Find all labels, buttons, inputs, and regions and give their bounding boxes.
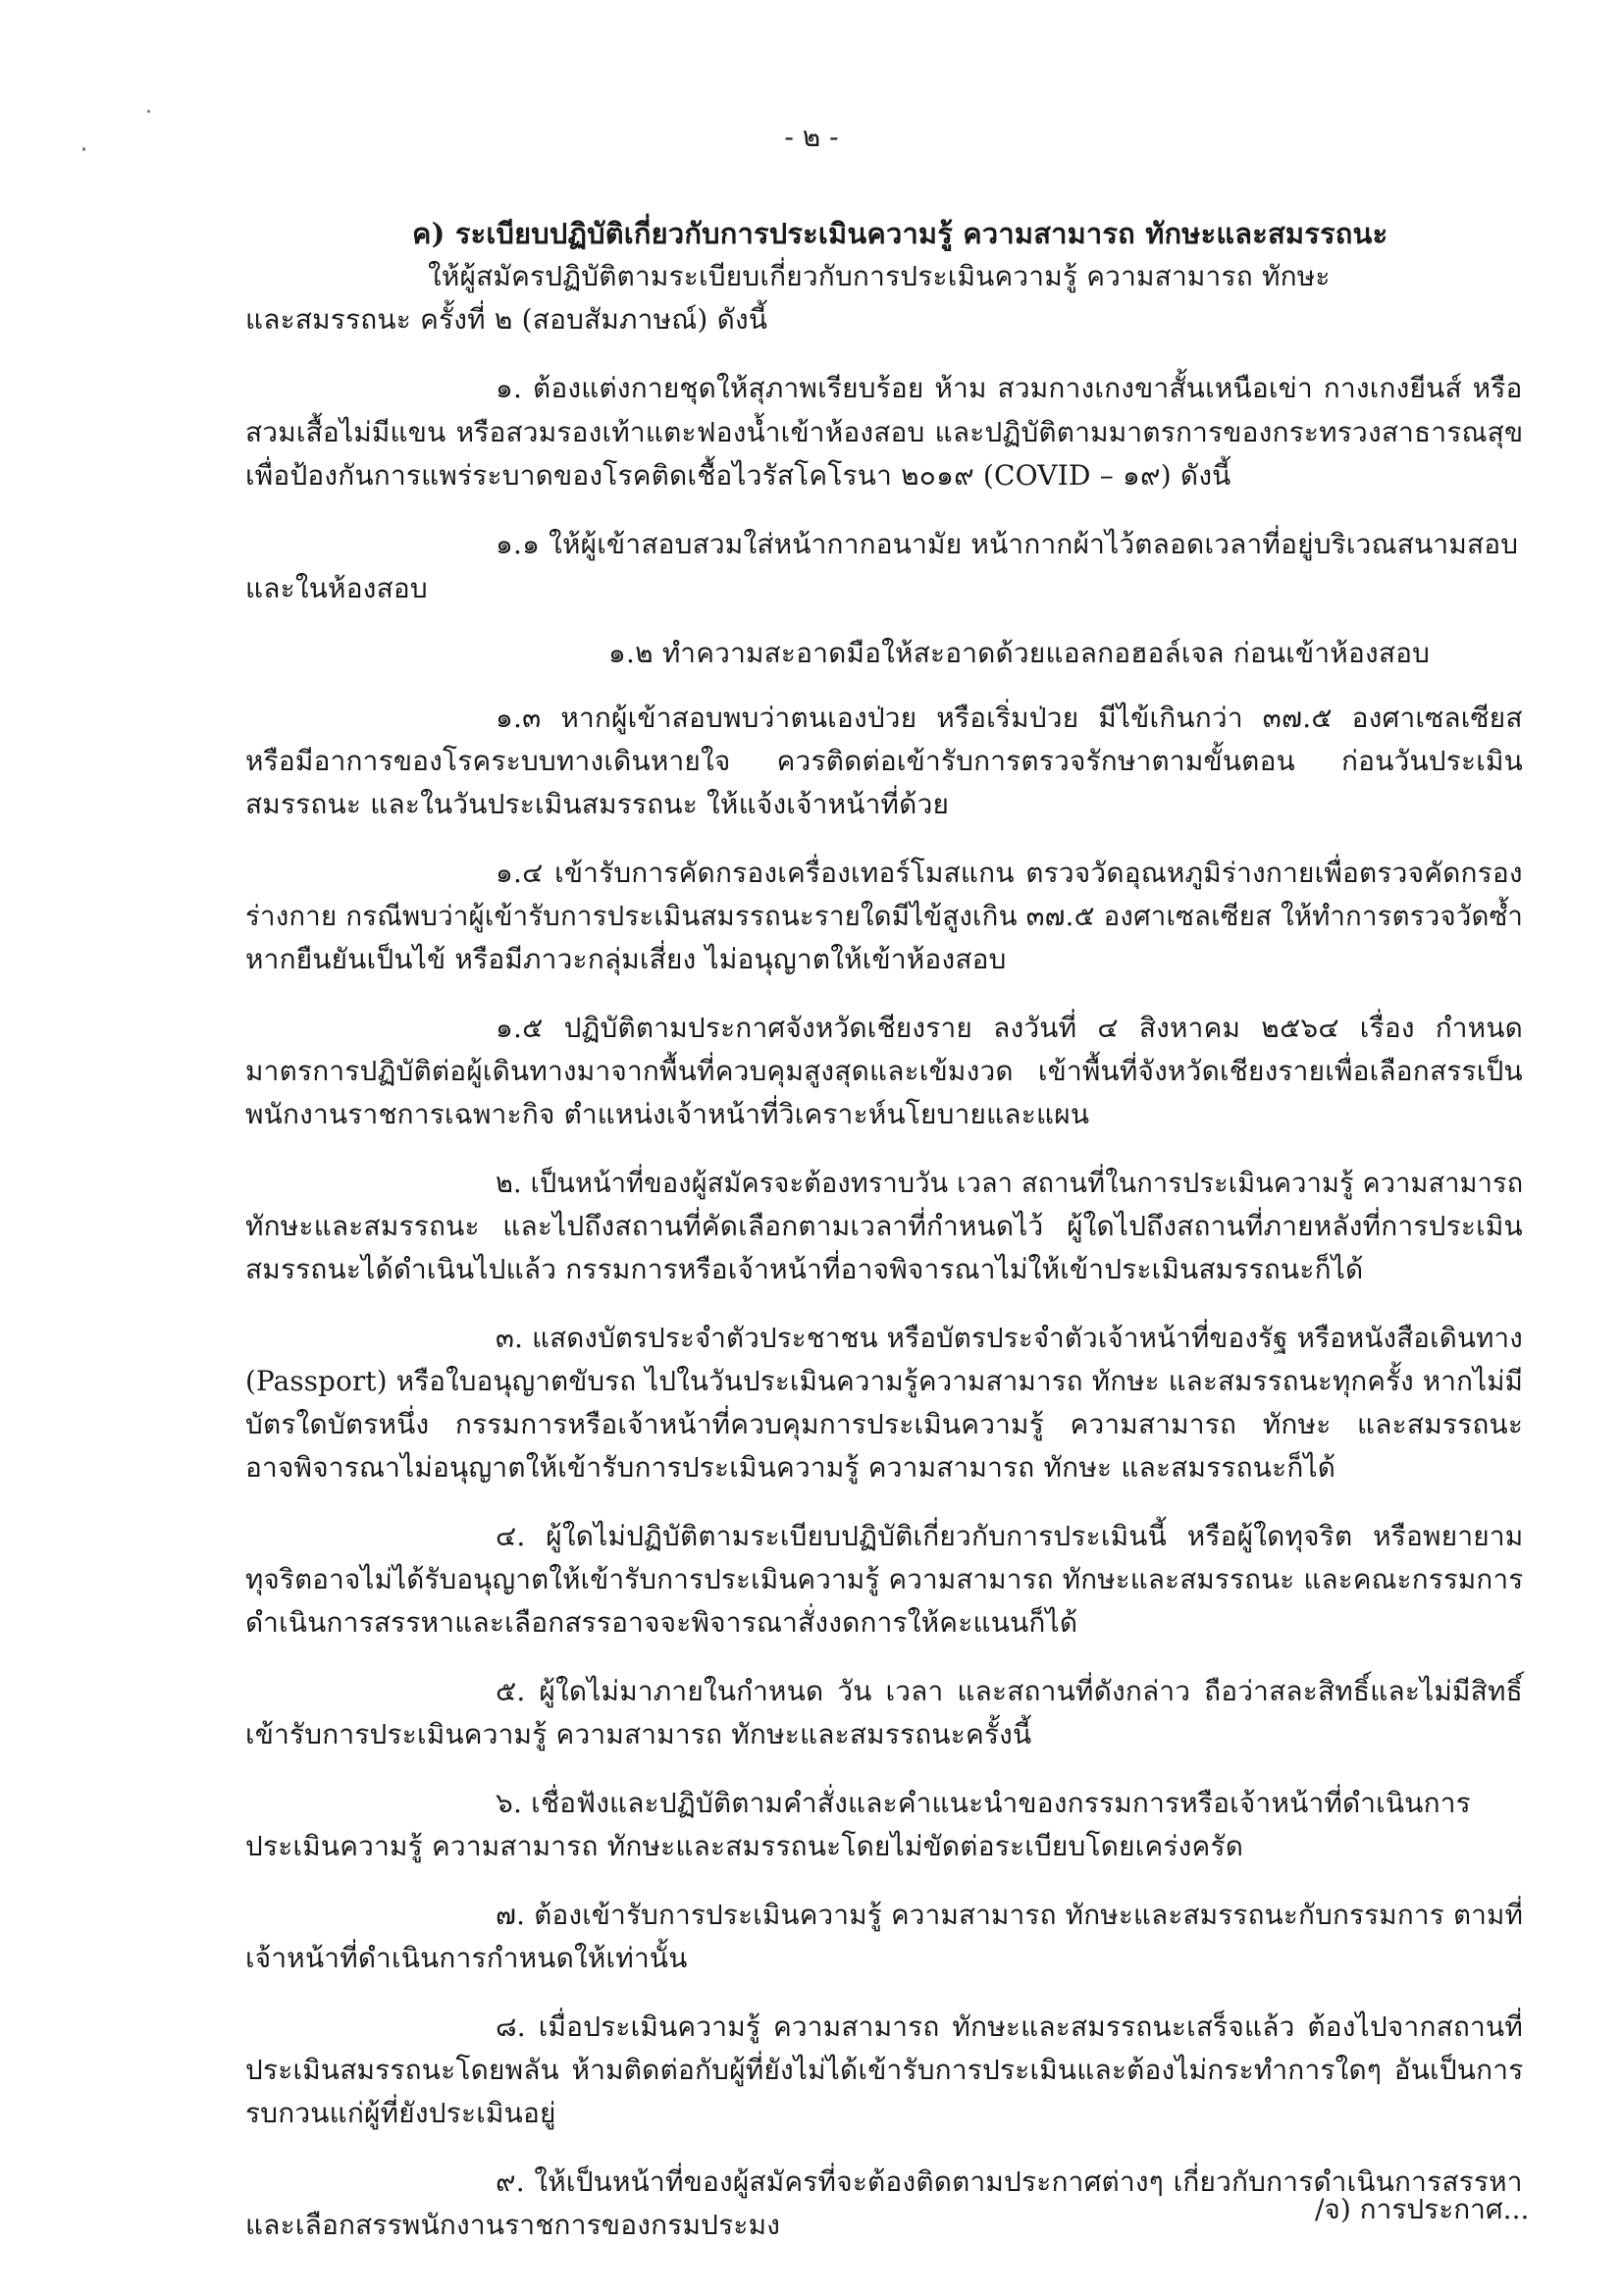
document-line: ๓. แสดงบัตรประจำตัวประชาชน หรือบัตรประจำตัวเจ้าหน้าที่ของรัฐ หรือหนังสือเดินทาง <box>496 1322 1524 1354</box>
document-line: ประเมินความรู้ ความสามารถ ทักษะและสมรรถนะโดยไม่ขัดต่อระเบียบโดยเคร่งครัด <box>245 1830 1244 1862</box>
section-heading: ค) ระเบียบปฏิบัติเกี่ยวกับการประเมินความรู้ ความสามารถ ทักษะและสมรรถนะ <box>412 217 1388 250</box>
document-line: ๙. ให้เป็นหน้าที่ของผู้สมัครที่จะต้องติดตามประกาศต่างๆ เกี่ยวกับการดำเนินการสรรหา <box>496 2166 1523 2198</box>
document-line: ๗. ต้องเข้ารับการประเมินความรู้ ความสามารถ ทักษะและสมรรถนะกับกรรมการ ตามที่ <box>496 1899 1524 1931</box>
document-line: ๑.๕ ปฏิบัติตามประกาศจังหวัดเชียงราย ลงวันที่ ๔ สิงหาคม ๒๕๖๔ เรื่อง กำหนด <box>496 1012 1524 1044</box>
document-line: พนักงานราชการเฉพาะกิจ ตำแหน่งเจ้าหน้าที่วิเคราะห์นโยบายและแผน <box>245 1098 1090 1130</box>
document-line: ๖. เชื่อฟังและปฏิบัติตามคำสั่งและคำแนะนำของกรรมการหรือเจ้าหน้าที่ดำเนินการ <box>496 1787 1471 1819</box>
document-line: อาจพิจารณาไม่อนุญาตให้เข้ารับการประเมินความรู้ ความสามารถ ทักษะ และสมรรถนะก็ได้ <box>245 1451 1336 1484</box>
document-line: และเลือกสรรพนักงานราชการของกรมประมง <box>245 2209 781 2241</box>
continuation-note: /จ) การประกาศ... <box>1315 2193 1530 2225</box>
document-line: ๔. ผู้ใดไม่ปฏิบัติตามระเบียบปฏิบัติเกี่ยวกับการประเมินนี้ หรือผู้ใดทุจริต หรือพยายาม <box>496 1520 1524 1552</box>
document-line: ๑.๒ ทำความสะอาดมือให้สะอาดด้วยแอลกอฮอล์เจล ก่อนเข้าห้องสอบ <box>608 637 1431 669</box>
document-line: เพื่อป้องกันการแพร่ระบาดของโรคติดเชื้อไวรัสโคโรนา ๒๐๑๙ (COVID – ๑๙) ดังนี้ <box>245 459 1231 492</box>
document-line: ๕. ผู้ใดไม่มาภายในกำหนด วัน เวลา และสถานที่ดังกล่าว ถือว่าสละสิทธิ์และไม่มีสิทธิ์ <box>496 1675 1523 1707</box>
document-line: สวมเสื้อไม่มีแขน หรือสวมรองเท้าแตะฟองน้ำเข้าห้องสอบ และปฏิบัติตามมาตรการของกระทรวงสาธารณสุข <box>245 416 1524 448</box>
document-line: สมรรถนะ และในวันประเมินสมรรถนะ ให้แจ้งเจ้าหน้าที่ด้วย <box>245 788 950 820</box>
document-line: หากยืนยันเป็นไข้ หรือมีภาวะกลุ่มเสี่ยง ไม่อนุญาตให้เข้าห้องสอบ <box>245 943 1007 975</box>
document-line: ๘. เมื่อประเมินความรู้ ความสามารถ ทักษะและสมรรถนะเสร็จแล้ว ต้องไปจากสถานที่ <box>496 2010 1523 2043</box>
document-line: ประเมินสมรรถนะโดยพลัน ห้ามติดต่อกับผู้ที่ยังไม่ได้เข้ารับการประเมินและต้องไม่กระทำการใดๆ อันเป็นการ <box>245 2054 1524 2086</box>
document-line: ดำเนินการสรรหาและเลือกสรรอาจจะพิจารณาสั่งงดการให้คะแนนก็ได้ <box>245 1606 1078 1639</box>
page-number: - ๒ - <box>784 121 839 153</box>
document-line: ๑.๔ เข้ารับการคัดกรองเครื่องเทอร์โมสแกน ตรวจวัดอุณหภูมิร่างกายเพื่อตรวจคัดกรอง <box>496 857 1523 889</box>
document-line: ร่างกาย กรณีพบว่าผู้เข้ารับการประเมินสมรรถนะรายใดมีไข้สูงเกิน ๓๗.๕ องศาเซลเซียส ให้ทำการตรวจวัดซ้ำ <box>245 900 1524 932</box>
document-line: หรือมีอาการของโรคระบบทางเดินหายใจ ควรติดต่อเข้ารับการตรวจรักษาตามขั้นตอน ก่อนวันประเมิน <box>245 745 1524 777</box>
document-line: ๑.๑ ให้ผู้เข้าสอบสวมใส่หน้ากากอนามัย หน้ากากผ้าไว้ตลอดเวลาที่อยู่บริเวณสนามสอบ <box>496 528 1519 560</box>
document-line: (Passport) หรือใบอนุญาตขับรถ ไปในวันประเมินความรู้ความสามารถ ทักษะ และสมรรถนะทุกครั้ง หากไม่มี <box>245 1365 1524 1397</box>
document-line: ๑. ต้องแต่งกายชุดให้สุภาพเรียบร้อย ห้าม สวมกางเกงขาสั้นเหนือเข่า กางเกงยีนส์ หรือ <box>496 372 1523 404</box>
document-line: ทักษะและสมรรถนะ และไปถึงสถานที่คัดเลือกตามเวลาที่กำหนดไว้ ผู้ใดไปถึงสถานที่ภายหลังที่การประเมิน <box>245 1210 1523 1242</box>
document-line: ให้ผู้สมัครปฏิบัติตามระเบียบเกี่ยวกับการประเมินความรู้ ความสามารถ ทักษะ <box>428 260 1331 292</box>
document-line: เจ้าหน้าที่ดำเนินการกำหนดให้เท่านั้น <box>245 1942 688 1974</box>
document-line: ๒. เป็นหน้าที่ของผู้สมัครจะต้องทราบวัน เวลา สถานที่ในการประเมินความรู้ ความสามารถ <box>496 1167 1524 1199</box>
document-line: ทุจริตอาจไม่ได้รับอนุญาตให้เข้ารับการประเมินความรู้ ความสามารถ ทักษะและสมรรถนะ และคณะกรรมการ <box>245 1563 1524 1595</box>
document-line: และสมรรถนะ ครั้งที่ ๒ (สอบสัมภาษณ์) ดังนี้ <box>245 303 768 336</box>
document-line: สมรรถนะได้ดำเนินไปแล้ว กรรมการหรือเจ้าหน้าที่อาจพิจารณาไม่ให้เข้าประเมินสมรรถนะก็ได้ <box>245 1253 1364 1285</box>
document-line: เข้ารับการประเมินความรู้ ความสามารถ ทักษะและสมรรถนะครั้งนี้ <box>245 1718 1032 1750</box>
document-line: มาตรการปฏิบัติต่อผู้เดินทางมาจากพื้นที่ควบคุมสูงสุดและเข้มงวด เข้าพื้นที่จังหวัดเชียงรายเพื่อเลือกสรรเป็น <box>245 1055 1523 1087</box>
document-line: บัตรใดบัตรหนึ่ง กรรมการหรือเจ้าหน้าที่ควบคุมการประเมินความรู้ ความสามารถ ทักษะ และสมรรถนะ <box>245 1408 1524 1440</box>
document-line: และในห้องสอบ <box>245 572 428 604</box>
document-line: รบกวนแก่ผู้ที่ยังประเมินอยู่ <box>245 2097 556 2129</box>
scan-speck <box>147 110 150 113</box>
document-line: ๑.๓ หากผู้เข้าสอบพบว่าตนเองป่วย หรือเริ่มป่วย มีไข้เกินกว่า ๓๗.๕ องศาเซลเซียส <box>496 702 1523 734</box>
